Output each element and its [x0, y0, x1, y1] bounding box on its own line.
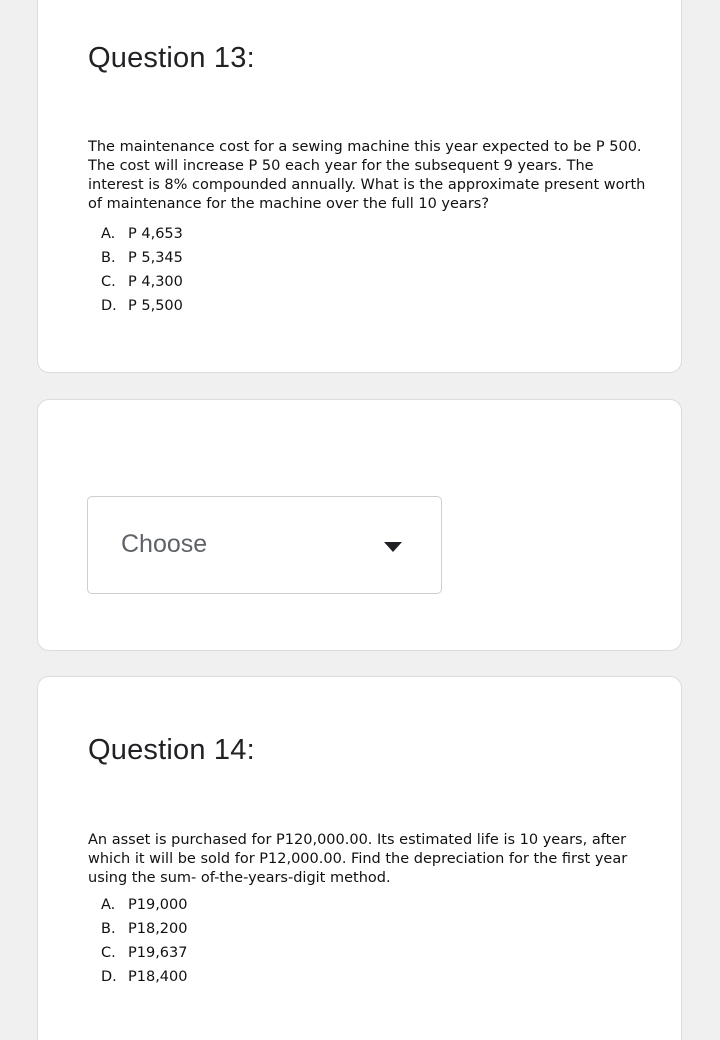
option-letter: A.	[101, 226, 116, 242]
option-item	[101, 270, 183, 294]
question-14-text: An asset is purchased for P120,000.00. Its estimated life is 10 years, after which it will be sold for P12,000.00. Find the depreciation for the first year using the sum- of-the-years-digit method.	[88, 832, 628, 886]
question-13-text: The maintenance cost for a sewing machine this year expected to be P 500. The cost will increase P 50 each year for the subsequent 9 years. The interest is 8% compounded annually. What is the approximate present worth of maintenance for the machine over the full 10 years?	[88, 139, 646, 212]
question-13-title: Question 13:	[88, 42, 255, 74]
option-letter: D.	[101, 298, 117, 314]
option-item	[101, 941, 187, 965]
option-letter: B.	[101, 921, 116, 937]
option-text: P 4,300	[128, 274, 183, 290]
question-13-card	[37, 0, 682, 373]
option-text: P18,400	[128, 969, 188, 985]
dropdown-arrow-icon	[384, 542, 402, 552]
option-letter: C.	[101, 274, 116, 290]
option-text: P19,000	[128, 897, 188, 913]
question-14-options	[101, 893, 187, 989]
question-14-title: Question 14:	[88, 734, 255, 766]
question-13-options	[101, 222, 183, 318]
option-text: P19,637	[128, 945, 188, 961]
option-text: P 5,345	[128, 250, 183, 266]
option-letter: D.	[101, 969, 117, 985]
option-text: P 4,653	[128, 226, 183, 242]
option-item	[101, 917, 187, 941]
dropdown-selected-value: Choose	[121, 530, 208, 558]
option-item	[101, 246, 183, 270]
question-14-card	[37, 676, 682, 1040]
answer-dropdown[interactable]	[87, 496, 442, 594]
option-letter: B.	[101, 250, 116, 266]
option-text: P 5,500	[128, 298, 183, 314]
option-letter: C.	[101, 945, 116, 961]
option-item	[101, 893, 187, 917]
option-text: P18,200	[128, 921, 188, 937]
option-item	[101, 965, 187, 989]
answer-card	[37, 399, 682, 651]
option-letter: A.	[101, 897, 116, 913]
option-item	[101, 222, 183, 246]
option-item	[101, 294, 183, 318]
